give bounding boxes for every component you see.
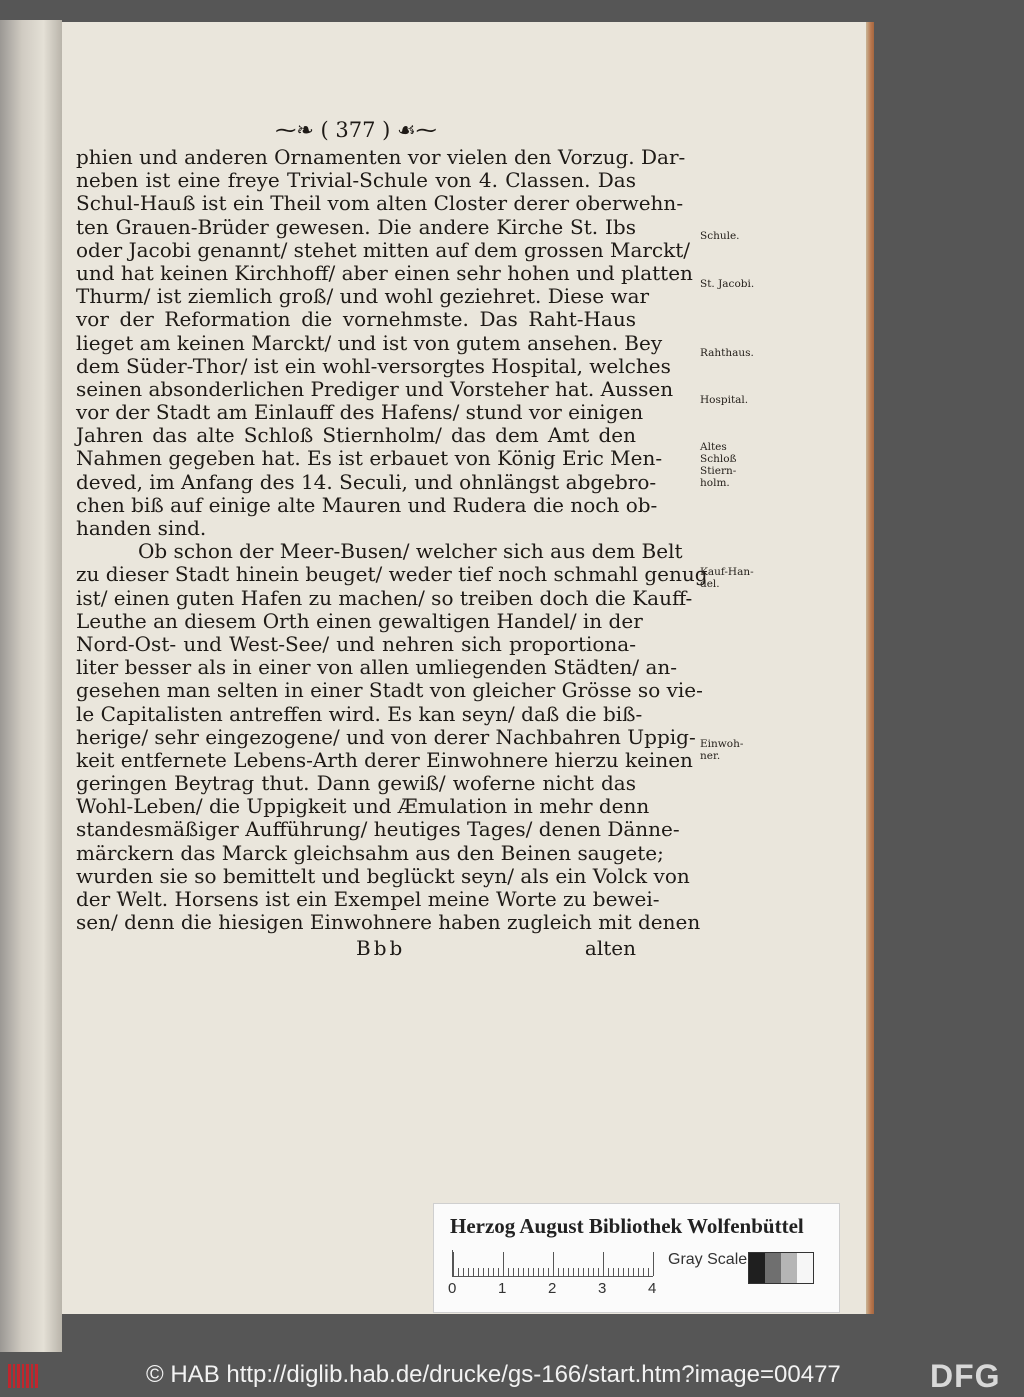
signature-mark: Bbb	[356, 936, 406, 961]
text-line: phien und anderen Ornamenten vor vielen den Vorzug. Dar-	[76, 145, 686, 169]
copyright-text: © HAB http://diglib.hab.de/drucke/gs-166/start.htm?image=00477	[146, 1361, 841, 1388]
ruler-tick	[553, 1252, 554, 1276]
ruler	[452, 1250, 653, 1277]
ruler-tick	[538, 1268, 539, 1276]
ruler-tick	[543, 1268, 544, 1276]
text-line: vor der Stadt am Einlauff des Hafens/ stund vor einigen	[76, 400, 644, 425]
previous-page-edge	[0, 20, 62, 1352]
swatch-black	[749, 1253, 765, 1283]
text-line: sen/ denn die hiesigen Einwohnere haben zugleich mit denen	[76, 910, 701, 935]
margin-note-rathaus: Rahthaus.	[700, 347, 754, 359]
ruler-tick	[603, 1252, 604, 1276]
ruler-tick	[503, 1252, 504, 1276]
ruler-tick	[573, 1268, 574, 1276]
ruler-tick	[453, 1252, 454, 1276]
ruler-tick	[628, 1268, 629, 1276]
footer-bar	[0, 1352, 1024, 1397]
text-line: seinen absonderlichen Prediger und Vorsteher hat. Aussen	[76, 376, 674, 401]
ruler-tick	[473, 1268, 474, 1276]
page-footer-row	[76, 936, 636, 964]
ruler-tick	[598, 1268, 599, 1276]
ruler-tick	[478, 1268, 479, 1276]
text-line: le Capitalisten antreffen wird. Es kan seyn/ daß die biß-	[76, 701, 643, 726]
text-line: ten Grauen-Brüder gewesen. Die andere Kirche St. Ibs	[76, 214, 636, 239]
text-line: liter besser als in einer von allen umliegenden Städten/ an-	[76, 655, 678, 680]
ruler-number: 0	[448, 1280, 457, 1297]
ruler-tick	[633, 1268, 634, 1276]
ruler-number: 1	[498, 1280, 507, 1297]
text-line: Schul-Hauß ist ein Theil vom alten Closter derer oberwehn-	[76, 191, 684, 216]
ruler-tick	[528, 1268, 529, 1276]
gray-scale-label: Gray Scale	[668, 1251, 748, 1268]
ruler-tick	[488, 1268, 489, 1276]
swatch-dark-gray	[765, 1253, 781, 1283]
ruler-tick	[563, 1268, 564, 1276]
ruler-tick	[643, 1268, 644, 1276]
text-line: geringen Beytrag thut. Dann gewiß/ woferne nicht das	[76, 771, 636, 796]
ruler-tick	[568, 1268, 569, 1276]
ruler-tick	[623, 1268, 624, 1276]
margin-note-hospital: Hospital.	[700, 394, 749, 406]
text-line: standesmäßiger Aufführung/ heutiges Tages/ denen Dänne-	[76, 817, 680, 842]
page-edge	[866, 22, 874, 1314]
ruler-tick	[638, 1268, 639, 1276]
text-line: deved, im Anfang des 14. Seculi, und ohnlängst abgebro-	[76, 469, 657, 494]
margin-note-einwohner: Einwoh- ner.	[700, 738, 744, 762]
ruler-tick	[618, 1268, 619, 1276]
text-line: handen sind.	[76, 516, 207, 540]
margin-note-schule: Schule.	[700, 230, 740, 242]
text-line: oder Jacobi genannt/ stehet mitten auf dem grossen Marckt/	[76, 237, 691, 262]
ruler-tick	[463, 1268, 464, 1276]
text-line: vor der Reformation die vornehmste. Das Raht-Haus	[76, 307, 636, 332]
margin-note-altes-schloss: Altes Schloß Stiern- holm.	[700, 441, 737, 489]
margin-note-kaufhandel: Kauf-Han- del.	[700, 566, 754, 590]
ruler-number: 2	[548, 1280, 557, 1297]
ruler-tick	[583, 1268, 584, 1276]
ruler-tick	[578, 1268, 579, 1276]
text-line: lieget am keinen Marckt/ und ist von gutem ansehen. Bey	[76, 330, 663, 355]
library-scale-badge	[433, 1203, 840, 1313]
ruler-tick	[523, 1268, 524, 1276]
text-line: wurden sie so bemittelt und beglückt seyn/ als ein Volck von	[76, 863, 690, 888]
ruler-tick	[498, 1268, 499, 1276]
text-line: dem Süder-Thor/ ist ein wohl-versorgtes Hospital, welches	[76, 353, 671, 378]
text-line: zu dieser Stadt hinein beuget/ weder tief noch schmahl genug	[76, 562, 708, 587]
ruler-tick	[588, 1268, 589, 1276]
ruler-tick	[468, 1268, 469, 1276]
ruler-tick	[608, 1268, 609, 1276]
text-line: märckern das Marck gleichsahm aus den Beinen saugete;	[76, 840, 664, 865]
swatch-light-gray	[781, 1253, 797, 1283]
ruler-tick	[483, 1268, 484, 1276]
text-lines	[76, 145, 708, 935]
text-line: neben ist eine freye Trivial-Schule von 4. Classen. Das	[76, 168, 636, 193]
text-line: Ob schon der Meer-Busen/ welcher sich aus dem Belt	[138, 539, 683, 564]
text-line: gesehen man selten in einer Stadt von gleicher Grösse so vie-	[76, 678, 703, 703]
ruler-tick	[648, 1268, 649, 1276]
ruler-tick	[533, 1268, 534, 1276]
ruler-tick	[558, 1268, 559, 1276]
ruler-tick	[593, 1268, 594, 1276]
ruler-tick	[493, 1268, 494, 1276]
ruler-tick	[508, 1268, 509, 1276]
ruler-number: 4	[648, 1280, 657, 1297]
ruler-tick	[653, 1252, 654, 1276]
text-line: chen biß auf einige alte Mauren und Rudera die noch ob-	[76, 492, 658, 517]
text-line: Jahren das alte Schloß Stiernholm/ das dem Amt den	[76, 423, 636, 448]
ruler-tick	[548, 1268, 549, 1276]
ruler-number: 3	[598, 1280, 607, 1297]
ruler-tick	[613, 1268, 614, 1276]
text-line: der Welt. Horsens ist ein Exempel meine Worte zu bewei-	[76, 887, 660, 911]
swatch-white	[797, 1253, 813, 1283]
text-line: Leuthe an diesem Orth einen gewaltigen Handel/ in der	[76, 608, 643, 633]
library-name: Herzog August Bibliothek Wolfenbüttel	[450, 1214, 804, 1238]
text-line: und hat keinen Kirchhoff/ aber einen sehr hohen und platten	[76, 260, 693, 285]
gray-scale-swatches	[748, 1252, 814, 1284]
text-line: Nahmen gegeben hat. Es ist erbauet von König Eric Men-	[76, 446, 663, 471]
ruler-tick	[458, 1268, 459, 1276]
ruler-tick	[513, 1268, 514, 1276]
text-line: keit entfernete Lebens-Arth derer Einwohnere hierzu keinen	[76, 747, 693, 772]
text-line: herige/ sehr eingezogene/ und von derer Nachbahren Uppig-	[76, 724, 696, 749]
text-line: Thurm/ ist ziemlich groß/ und wohl geziehret. Diese war	[76, 284, 650, 309]
text-line: ist/ einen guten Hafen zu machen/ so treiben doch die Kauff-	[76, 585, 693, 610]
page-number-header: ⁓❧ ( 377 ) ☙⁓	[275, 118, 437, 142]
catchword: alten	[584, 936, 636, 961]
book-page	[62, 22, 870, 1314]
text-line: Wohl-Leben/ die Uppigkeit und Æmulation in mehr denn	[76, 794, 650, 819]
page-text	[76, 114, 708, 964]
hab-logo-icon	[8, 1364, 38, 1388]
dfg-logo: DFG	[930, 1358, 1001, 1394]
margin-note-st-jacobi: St. Jacobi.	[700, 278, 755, 290]
text-line: Nord-Ost- und West-See/ und nehren sich proportiona-	[76, 631, 636, 656]
ruler-tick	[518, 1268, 519, 1276]
